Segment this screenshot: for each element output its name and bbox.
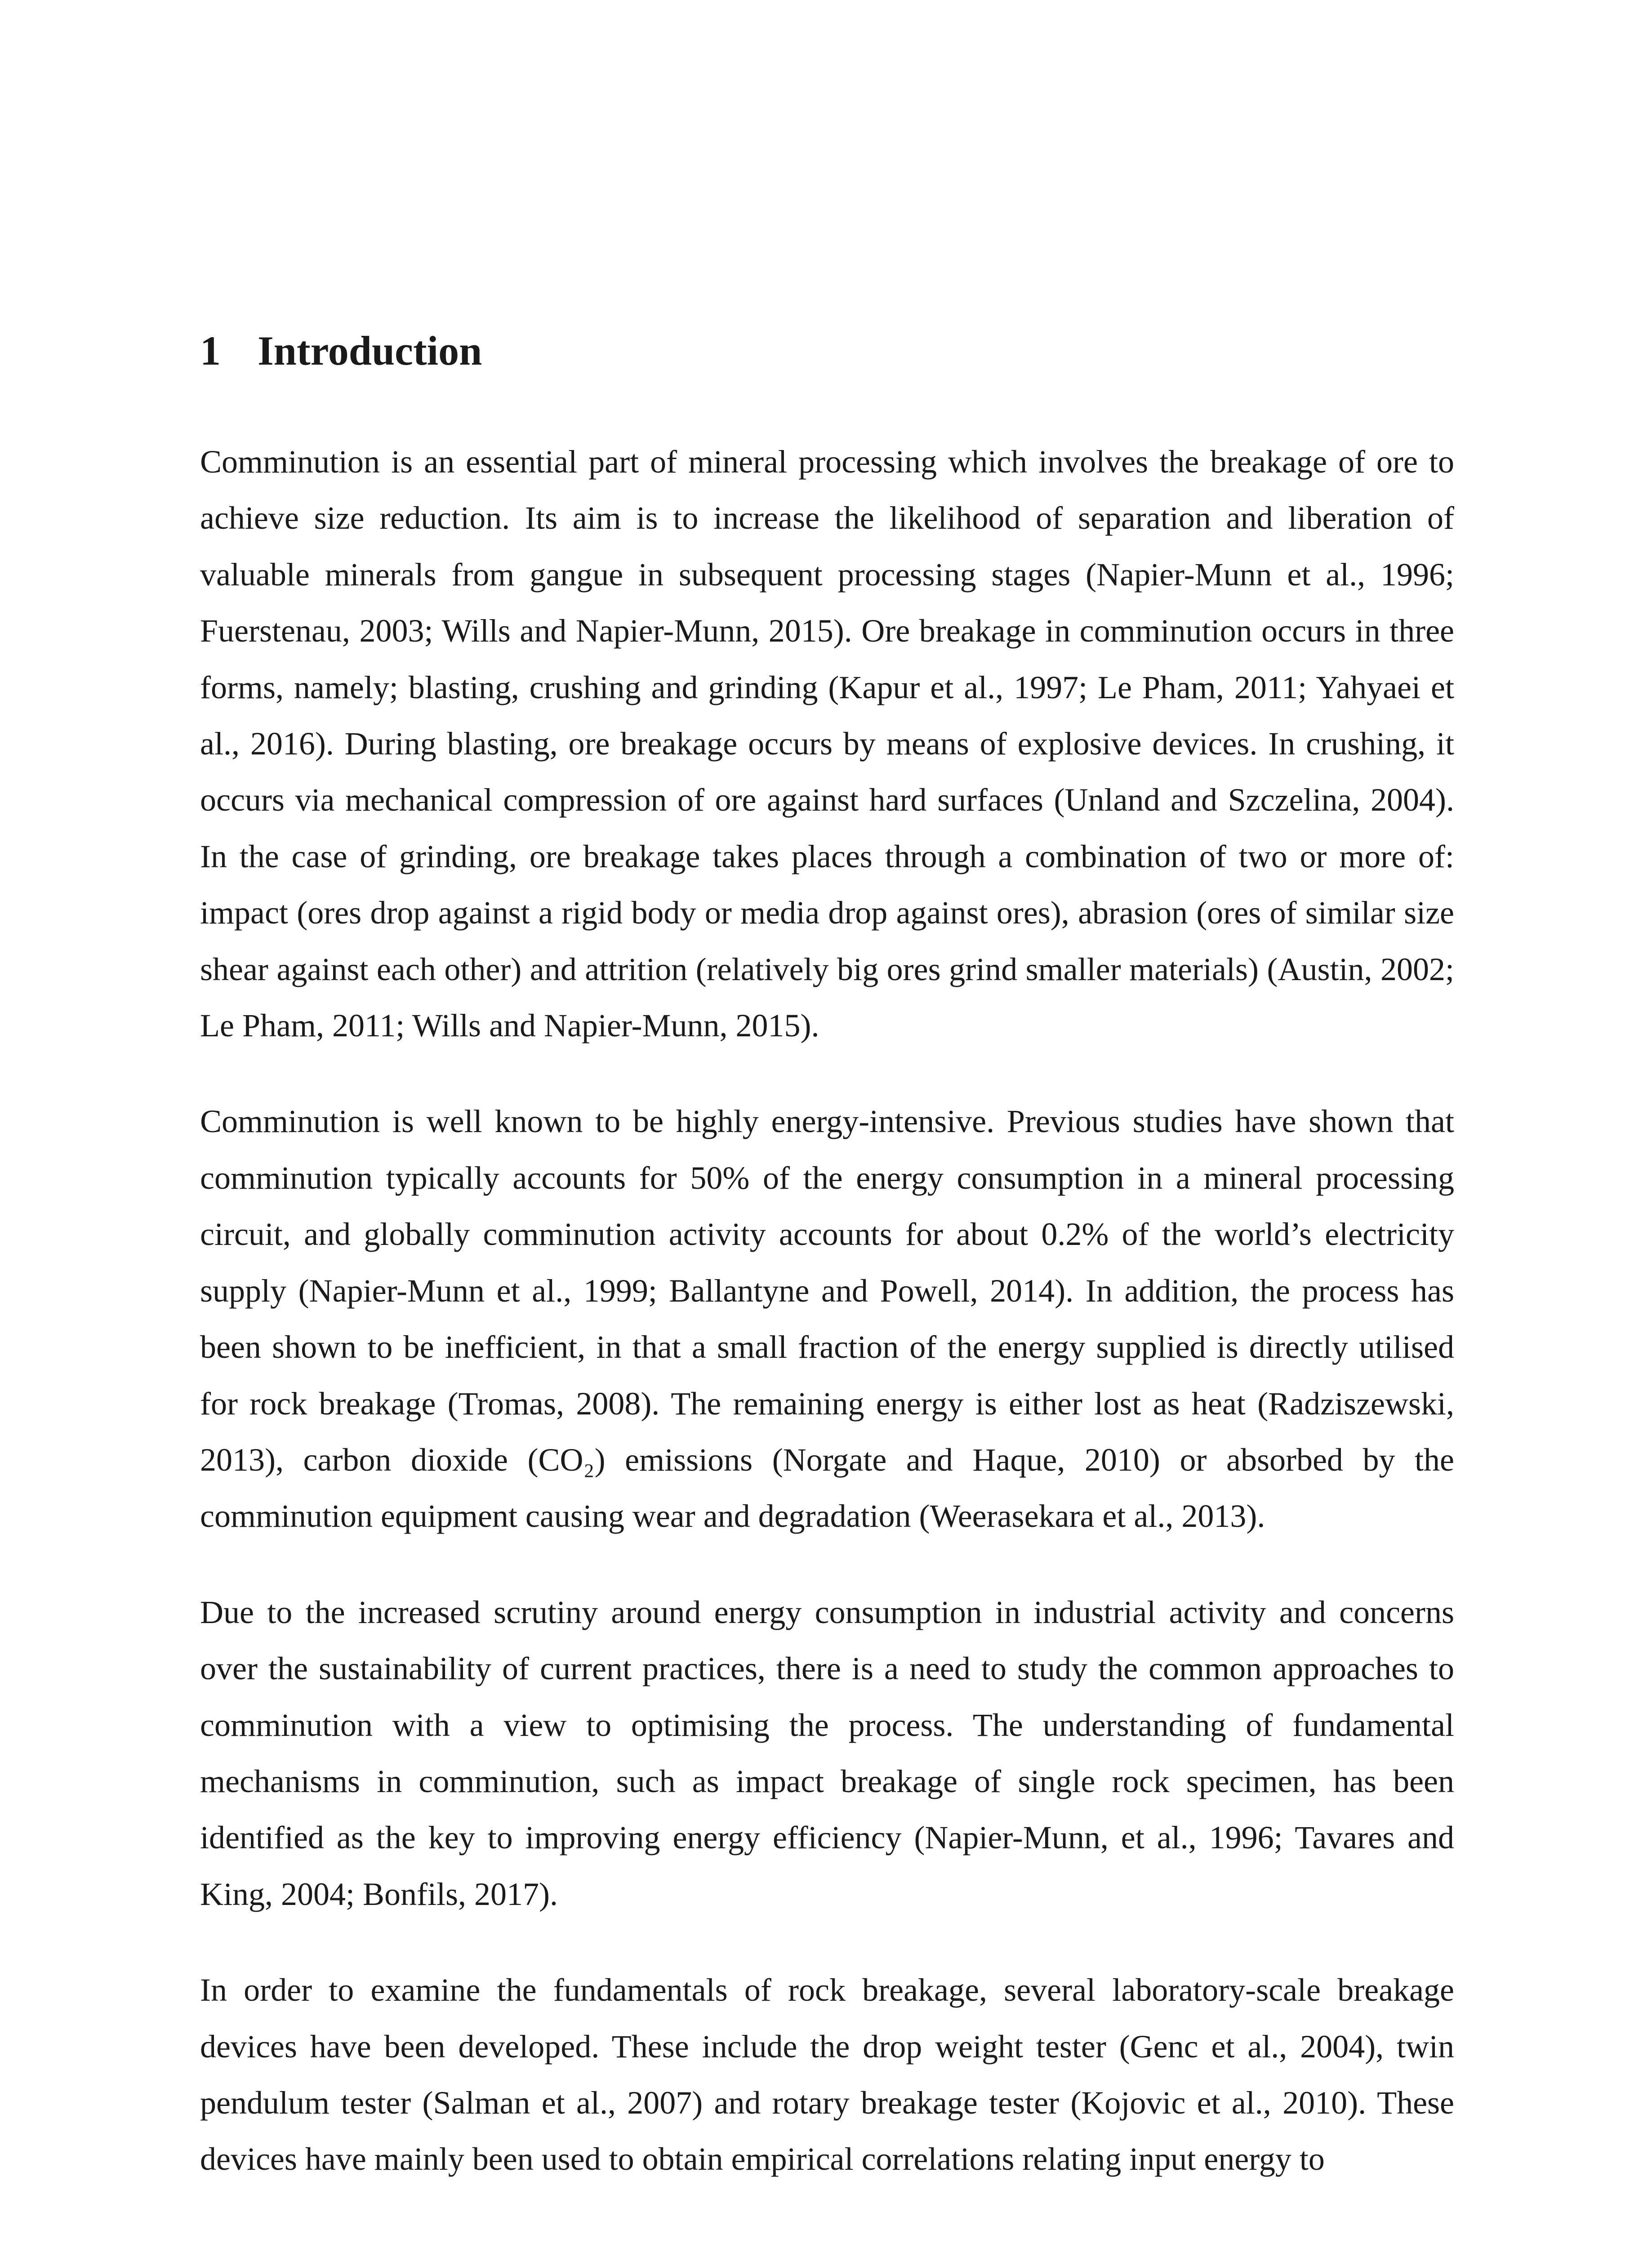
section-title: Introduction — [258, 327, 482, 374]
paragraph-1: Comminution is an essential part of mineral processing which involves the breakage of ore to achieve size reduction. Its aim is to increase the likelihood of separation and liberation of valuable minerals from gangue in subsequent processing stages (Napier-Munn et al., 1996; Fuerstenau, 2003; Wills and Napier-Munn, 2015). Ore breakage in comminution occurs in three forms, namely; blasting, crushing and grinding (Kapur et al., 1997; Le Pham, 2011; Yahyaei et al., 2016). During blasting, ore breakage occurs by means of explosive devices. In crushing, it occurs via mechanical compression of ore against hard surfaces (Unland and Szczelina, 2004). In the case of grinding, ore breakage takes places through a combination of two or more of: impact (ores drop against a rigid body or media drop against ores), abrasion (ores of similar size shear against each other) and attrition (relatively big ores grind smaller materials) (Austin, 2002; Le Pham, 2011; Wills and Napier-Munn, 2015). — [200, 444, 1454, 1044]
body-text — [200, 434, 1454, 2188]
paragraph-3: Due to the increased scrutiny around energy consumption in industrial activity and concerns over the sustainability of current practices, there is a need to study the common approaches to comminution with a view to optimising the process. The understanding of fundamental mechanisms in comminution, such as impact breakage of single rock specimen, has been identified as the key to improving energy efficiency (Napier-Munn, et al., 1996; Tavares and King, 2004; Bonfils, 2017). — [200, 1594, 1454, 1912]
section-number: 1 — [200, 327, 221, 374]
paragraph-4: In order to examine the fundamentals of rock breakage, several laboratory-scale breakage devices have been developed. These include the drop weight tester (Genc et al., 2004), twin pendulum tester (Salman et al., 2007) and rotary breakage tester (Kojovic et al., 2010). These devices have mainly been used to obtain empirical correlations relating input energy to — [200, 1972, 1454, 2177]
section-heading — [200, 327, 482, 374]
paragraph-2: Comminution is well known to be highly energy-intensive. Previous studies have shown that comminution typically accounts for 50% of the energy consumption in a mineral processing circuit, and globally comminution activity accounts for about 0.2% of the world’s electricity supply (Napier-Munn et al., 1999; Ballantyne and Powell, 2014). In addition, the process has been shown to be inefficient, in that a small fraction of the energy supplied is directly utilised for rock breakage (Tromas, 2008). The remaining energy is either lost as heat (Radziszewski, 2013), carbon dioxide (CO₂) emissions (Norgate and Haque, 2010) or absorbed by the comminution equipment causing wear and degradation (Weerasekara et al., 2013). — [200, 1103, 1454, 1534]
